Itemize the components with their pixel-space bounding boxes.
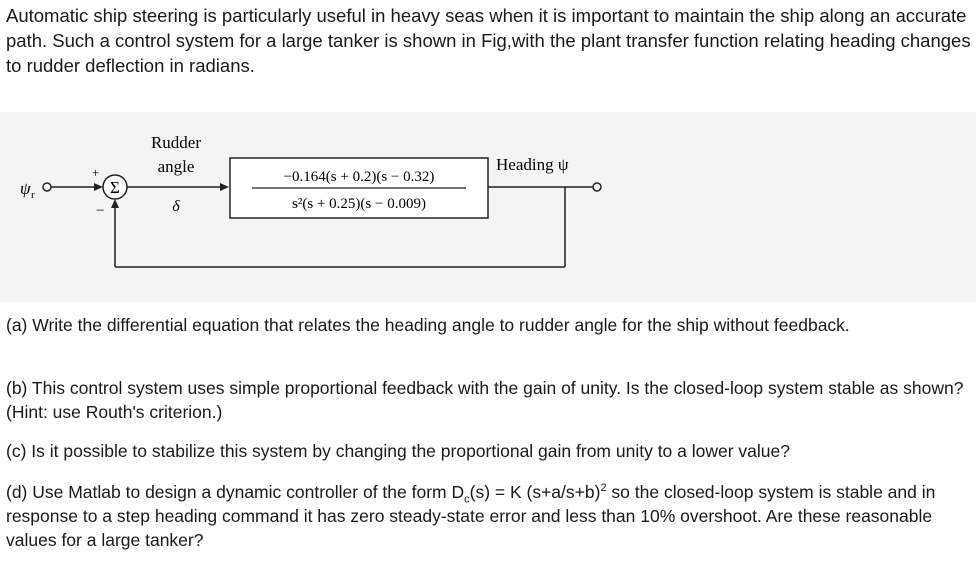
input-subscript: r	[31, 189, 35, 201]
output-label: Heading ψ	[496, 155, 569, 174]
tf-numerator: −0.164(s + 0.2)(s − 0.32)	[283, 169, 435, 185]
input-arrow	[94, 183, 103, 191]
plus-sign: +	[92, 165, 100, 180]
problem-intro: Automatic ship steering is particularly useful in heavy seas when it is important to maintain the ship along an accurate path. Such a control system for a large tanker is shown in Fig,with the plant transfer function relating heading changes to rudder deflection in radians.	[6, 5, 971, 76]
feedback-arrow	[111, 199, 119, 208]
question-d-superscript: 2	[600, 482, 607, 495]
question-c: (c) Is it possible to stabilize this system by changing the proportional gain from unity to a lower value?	[6, 441, 790, 461]
question-d-subscript: c	[464, 493, 470, 506]
input-label: ψ	[20, 179, 31, 198]
question-b: (b) This control system uses simple proportional feedback with the gain of unity. Is the closed-loop system stable as shown? (Hint: use Routh's criterion.)	[6, 378, 964, 422]
question-a: (a) Write the differential equation that relates the heading angle to rudder angle for the ship without feedback.	[6, 315, 850, 335]
tf-denominator: s²(s + 0.25)(s − 0.009)	[292, 196, 426, 212]
rudder-symbol: δ	[172, 198, 180, 215]
minus-sign: −	[96, 203, 105, 219]
question-d-part1: (d) Use Matlab to design a dynamic controller of the form D	[6, 482, 465, 502]
rudder-label-line1: Rudder	[150, 133, 202, 152]
block-diagram-svg	[0, 112, 976, 302]
question-d-part2: (s) = K (s+a/s+b)	[469, 482, 601, 502]
input-terminal	[43, 183, 51, 191]
question-d-part3: so the closed-loop system is stable and in response to a step heading command it has zero steady-state error and less than 10% overshoot. Are these reasonable values for a large tanker?	[6, 482, 936, 550]
summer-symbol: Σ	[110, 178, 120, 197]
plant-input-arrow	[220, 183, 229, 191]
block-diagram	[0, 112, 976, 302]
question-d	[6, 480, 972, 552]
output-terminal	[593, 183, 601, 191]
rudder-label-line2: angle	[157, 157, 195, 176]
